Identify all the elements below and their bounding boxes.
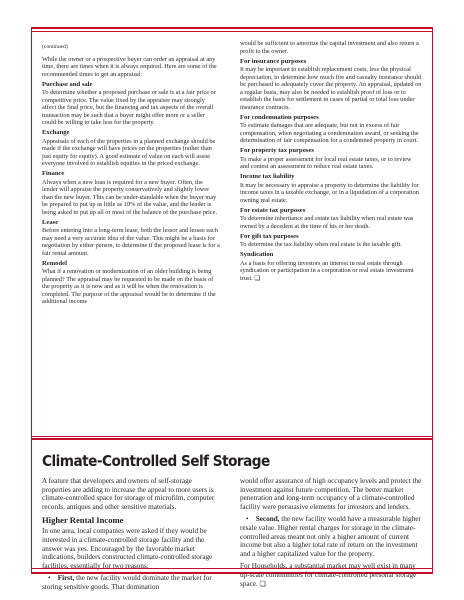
section-heading: For property tax purposes (240, 147, 314, 154)
article1-column-right (240, 40, 422, 285)
article2-heading: Higher Rental Income (42, 515, 124, 526)
section-paragraph: Always when a new loan is required for a new buyer. Often, the lender will appraise the property conservatively and slightly lower than the new buyer. This can be under-standable when the buyer may be prepared to put up as little as 10% of the value, and the lender is being asked to put up all or most of the balance of the purchase price. (42, 178, 218, 216)
section-paragraph: To determine whether a proposed purchase or sale is at a fair price or competitive price. The value fixed by the appraiser may strongly affect the final price, but the financing and tax aspects of the overall transaction may be such that a buyer might offer more or a seller could be willing to take less for the property. (42, 89, 216, 126)
page-border-top (31, 27, 433, 29)
section-heading: Exchange (42, 129, 70, 136)
page-border-left (31, 27, 32, 574)
section-paragraph: To determine inheritance and estate tax liability when real estate was owned by a decedent at the time of his or her death. (240, 215, 414, 230)
article1-column-left (42, 44, 220, 308)
section-heading: Lease (42, 218, 59, 226)
page-border-right (432, 27, 433, 574)
section-paragraph: To estimate damages that are adequate, but not in excess of fair compensation, when negotiating a condemnation award, or seeking the determination of fair compensation for a condemned property in court. (240, 122, 419, 144)
section-paragraph: Appraisals of each of the properties in a planned exchange should be made if the exchange will have prices on the properties (rather than just equity for equity). A good estimate of value on each will assist everyone involved to establish equities in the priced exchange. (42, 137, 216, 167)
article2-bullet2: • Second, the new facility would have a measurable higher resale value. Higher rental charges for storage in the climate-controlled areas meant not only a higher amount of current income but also a higher total rate of return on the investment and a higher capitalized value for the property. (240, 515, 421, 558)
bullet2-text: the new facility would have a measurable higher resale value. Higher rental charges for storage in the climate-controlled areas meant not only a higher amount of current income but also a higher total rate of return on the investment and a higher capitalized value for the property. (240, 515, 421, 558)
section-paragraph: Before entering into a long-term lease, both the lessor and lessee each may need a very accurate idea of the value. This might be a basis for negotiation by either person, to determine if the proposed lease is for a fair rental amount. (42, 227, 220, 257)
continued-label: (continued) (42, 44, 68, 50)
section-heading: For gift tax purposes (240, 232, 299, 240)
section-heading: Remodel (42, 259, 67, 267)
section-paragraph: What if a renovation or modernization of an older building is being planned? The appraisal may be requested to be made on the basis of the property as it is now and as it will be when the renovation is completed. The purpose of the appraisal would be to determine if the additional income (42, 268, 216, 305)
section-paragraph: It may be necessary to appraise a property to determine the liability for income taxes in a taxable exchange, or in a liquidation of a corporation owning real estate. (240, 181, 419, 204)
section-heading: For insurance purposes (240, 57, 307, 65)
article1-right-sections (240, 58, 422, 283)
section-heading: Finance (42, 170, 65, 177)
bullet1-text: the new facility would dominate the market for storing sensitive goods. That domination (42, 574, 212, 591)
bullet2-lead: Second, (255, 515, 280, 524)
article2-column-right (240, 477, 422, 592)
section-divider-thick (31, 438, 433, 440)
section-paragraph: It may be important to establish replacement costs, less the physical depreciation, to determine how much fire and casualty insurance should be purchased to adequately cover the property. An appraisal, updated on a regular basis, may also be needed to establish proof of loss or to establish the basis for settlement in cases of partial or total loss under insurance contracts. (240, 66, 422, 111)
section-heading: For condemnation purposes (240, 113, 319, 121)
article2-right-lead: would offer assurance of high occupancy levels and protect the investment against future competition. The better market penetration and long-term occupancy of a climate-controlled facility were persuasive elements for investors and lenders. (240, 477, 422, 511)
section-paragraph: As a basis for offering investors an interest in real estate through syndication or participation in a corporation or real estate investment trust. ❏ (240, 259, 414, 282)
section-divider (31, 436, 433, 437)
article2-closing: For Households, a substantial market may well exist in many up-scale communities for climate-controlled personal storage space. ❏ (240, 562, 417, 588)
article1-left-sections (42, 81, 220, 306)
article2-bullet1: • First, the new facility would dominate the market for storing sensitive goods. That domination (42, 574, 212, 591)
section-heading: For estate tax purposes (240, 206, 306, 214)
article1-intro: While the owner or a prospective buyer can order an appraisal at any time, there are times when it is always required. Here are some of the recommended times to get an appraisal: (42, 55, 217, 78)
bullet1-lead: First, (57, 574, 75, 583)
article2-title: Climate-Controlled Self Storage (42, 452, 270, 470)
article2-intro: A feature that developers and owners of self-storage properties are adding to increase the appeal to more users is climate-controlled space for storage of microfilm, computer records, antiques and other sensitive materials. (42, 477, 215, 511)
section-heading: Income tax liability (240, 173, 295, 180)
section-heading: Purchase and sale (42, 80, 93, 88)
section-heading: Syndication (240, 251, 274, 258)
page-border-top-inner (31, 31, 433, 32)
article2-para1: In one area, local companies were asked if they would be interested in a climate-controlled storage facility and the answer was yes. Encouraged by the favorable market indications, builders constructed climate-controlled storage facilities, essentially for two reasons: (42, 527, 213, 570)
article1-right-lead: would be sufficient to amortize the capital investment and also return a profit to the owner. (240, 40, 419, 55)
section-paragraph: To determine the tax liability when real estate is the taxable gift. (240, 241, 402, 248)
article2-column-left (42, 477, 220, 596)
section-paragraph: To make a proper assessment for local real estate taxes, or to review and contest an assessment to reduce real estate taxes. (240, 155, 412, 170)
